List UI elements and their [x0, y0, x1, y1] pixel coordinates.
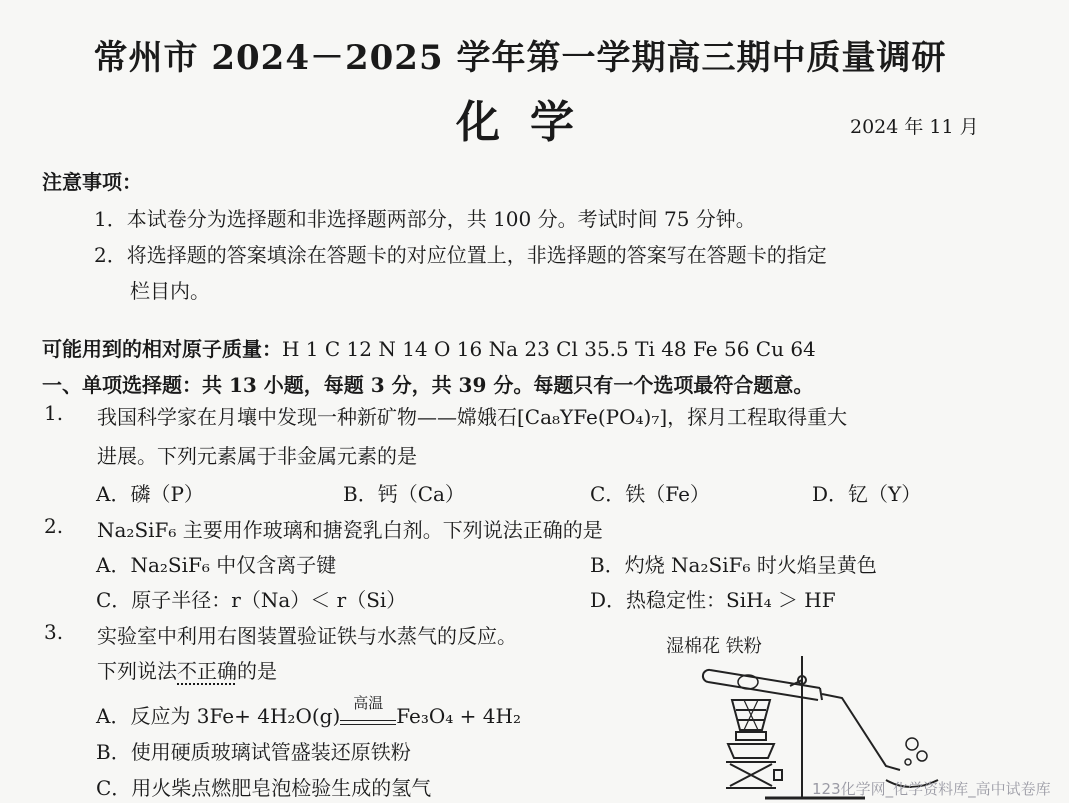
q1-option-a: A．磷（P）	[96, 482, 204, 506]
q1-stem-line2: 进展。下列元素属于非金属元素的是	[97, 444, 417, 468]
q3-stem-line2	[97, 655, 277, 684]
notice-heading: 注意事项：	[42, 170, 142, 194]
exam-date: 2024 年 11 月	[850, 116, 979, 138]
q3-stem-emphasis: 不正确	[177, 659, 237, 683]
bubble	[906, 738, 918, 750]
reaction-condition	[340, 694, 396, 729]
q1-number: 1.	[44, 401, 64, 425]
q3-option-b: B．使用硬质玻璃试管盛装还原铁粉	[96, 740, 411, 764]
watermark: 123化学网_化学资料库_高中试卷库	[812, 780, 1051, 798]
test-tube	[703, 670, 822, 700]
subject-title: 化学	[456, 97, 604, 148]
section-heading: 一、单项选择题：共 13 小题，每题 3 分，共 39 分。每题只有一个选项最符合题意。	[42, 373, 814, 397]
q3-option-a-rhs: Fe₃O₄ + 4H₂	[396, 704, 521, 728]
q2-option-c: C．原子半径：r（Na）＜ r（Si）	[96, 588, 407, 612]
q3-stem-line1: 实验室中利用右图装置验证铁与水蒸气的反应。	[97, 624, 517, 648]
q1-option-c: C．铁（Fe）	[590, 482, 710, 506]
q3-number: 3.	[44, 620, 64, 644]
figure-label: 湿棉花 铁粉	[666, 636, 762, 657]
q2-number: 2.	[44, 514, 64, 538]
q3-stem-post: 的是	[237, 659, 277, 683]
q3-stem-pre: 下列说法	[97, 659, 177, 683]
q2-option-d: D．热稳定性：SiH₄ ＞ HF	[590, 588, 836, 612]
q3-option-a-lhs: A．反应为 3Fe+ 4H₂O(g)	[96, 704, 341, 728]
q3-option-c: C．用火柴点燃肥皂泡检验生成的氢气	[96, 776, 432, 800]
atomic-masses-values: H 1 C 12 N 14 O 16 Na 23 Cl 35.5 Ti 48 Fe 56 Cu 64	[282, 337, 816, 361]
q2-stem: Na₂SiF₆ 主要用作玻璃和搪瓷乳白剂。下列说法正确的是	[97, 518, 603, 542]
lab-jack	[726, 762, 782, 788]
atomic-masses	[42, 333, 816, 362]
q1-stem-line1: 我国科学家在月壤中发现一种新矿物——嫦娥石[Ca₈YFe(PO₄)₇]，探月工程取得重大	[97, 405, 848, 429]
burner	[728, 700, 774, 758]
q2-option-a: A．Na₂SiF₆ 中仅含离子键	[96, 553, 337, 577]
q2-option-b: B．灼烧 Na₂SiF₆ 时火焰呈黄色	[590, 553, 877, 577]
q3-option-a	[96, 694, 521, 729]
reaction-condition-label: 高温	[353, 694, 384, 712]
q1-option-d: D．钇（Y）	[812, 482, 922, 506]
bubble	[905, 759, 911, 765]
notice-item-2: 2．将选择题的答案填涂在答题卡的对应位置上，非选择题的答案写在答题卡的指定	[94, 243, 827, 267]
delivery-tube	[822, 694, 900, 770]
page-title: 常州市 2024－2025 学年第一学期高三期中质量调研	[93, 38, 947, 78]
atomic-masses-label: 可能用到的相对原子质量：	[42, 337, 282, 361]
notice-item-1: 1．本试卷分为选择题和非选择题两部分，共 100 分。考试时间 75 分钟。	[94, 207, 756, 231]
notice-item-2-cont: 栏目内。	[130, 279, 210, 303]
bubble	[917, 751, 927, 761]
q1-option-b: B．钙（Ca）	[343, 482, 465, 506]
reaction-equals-sign	[340, 720, 396, 725]
